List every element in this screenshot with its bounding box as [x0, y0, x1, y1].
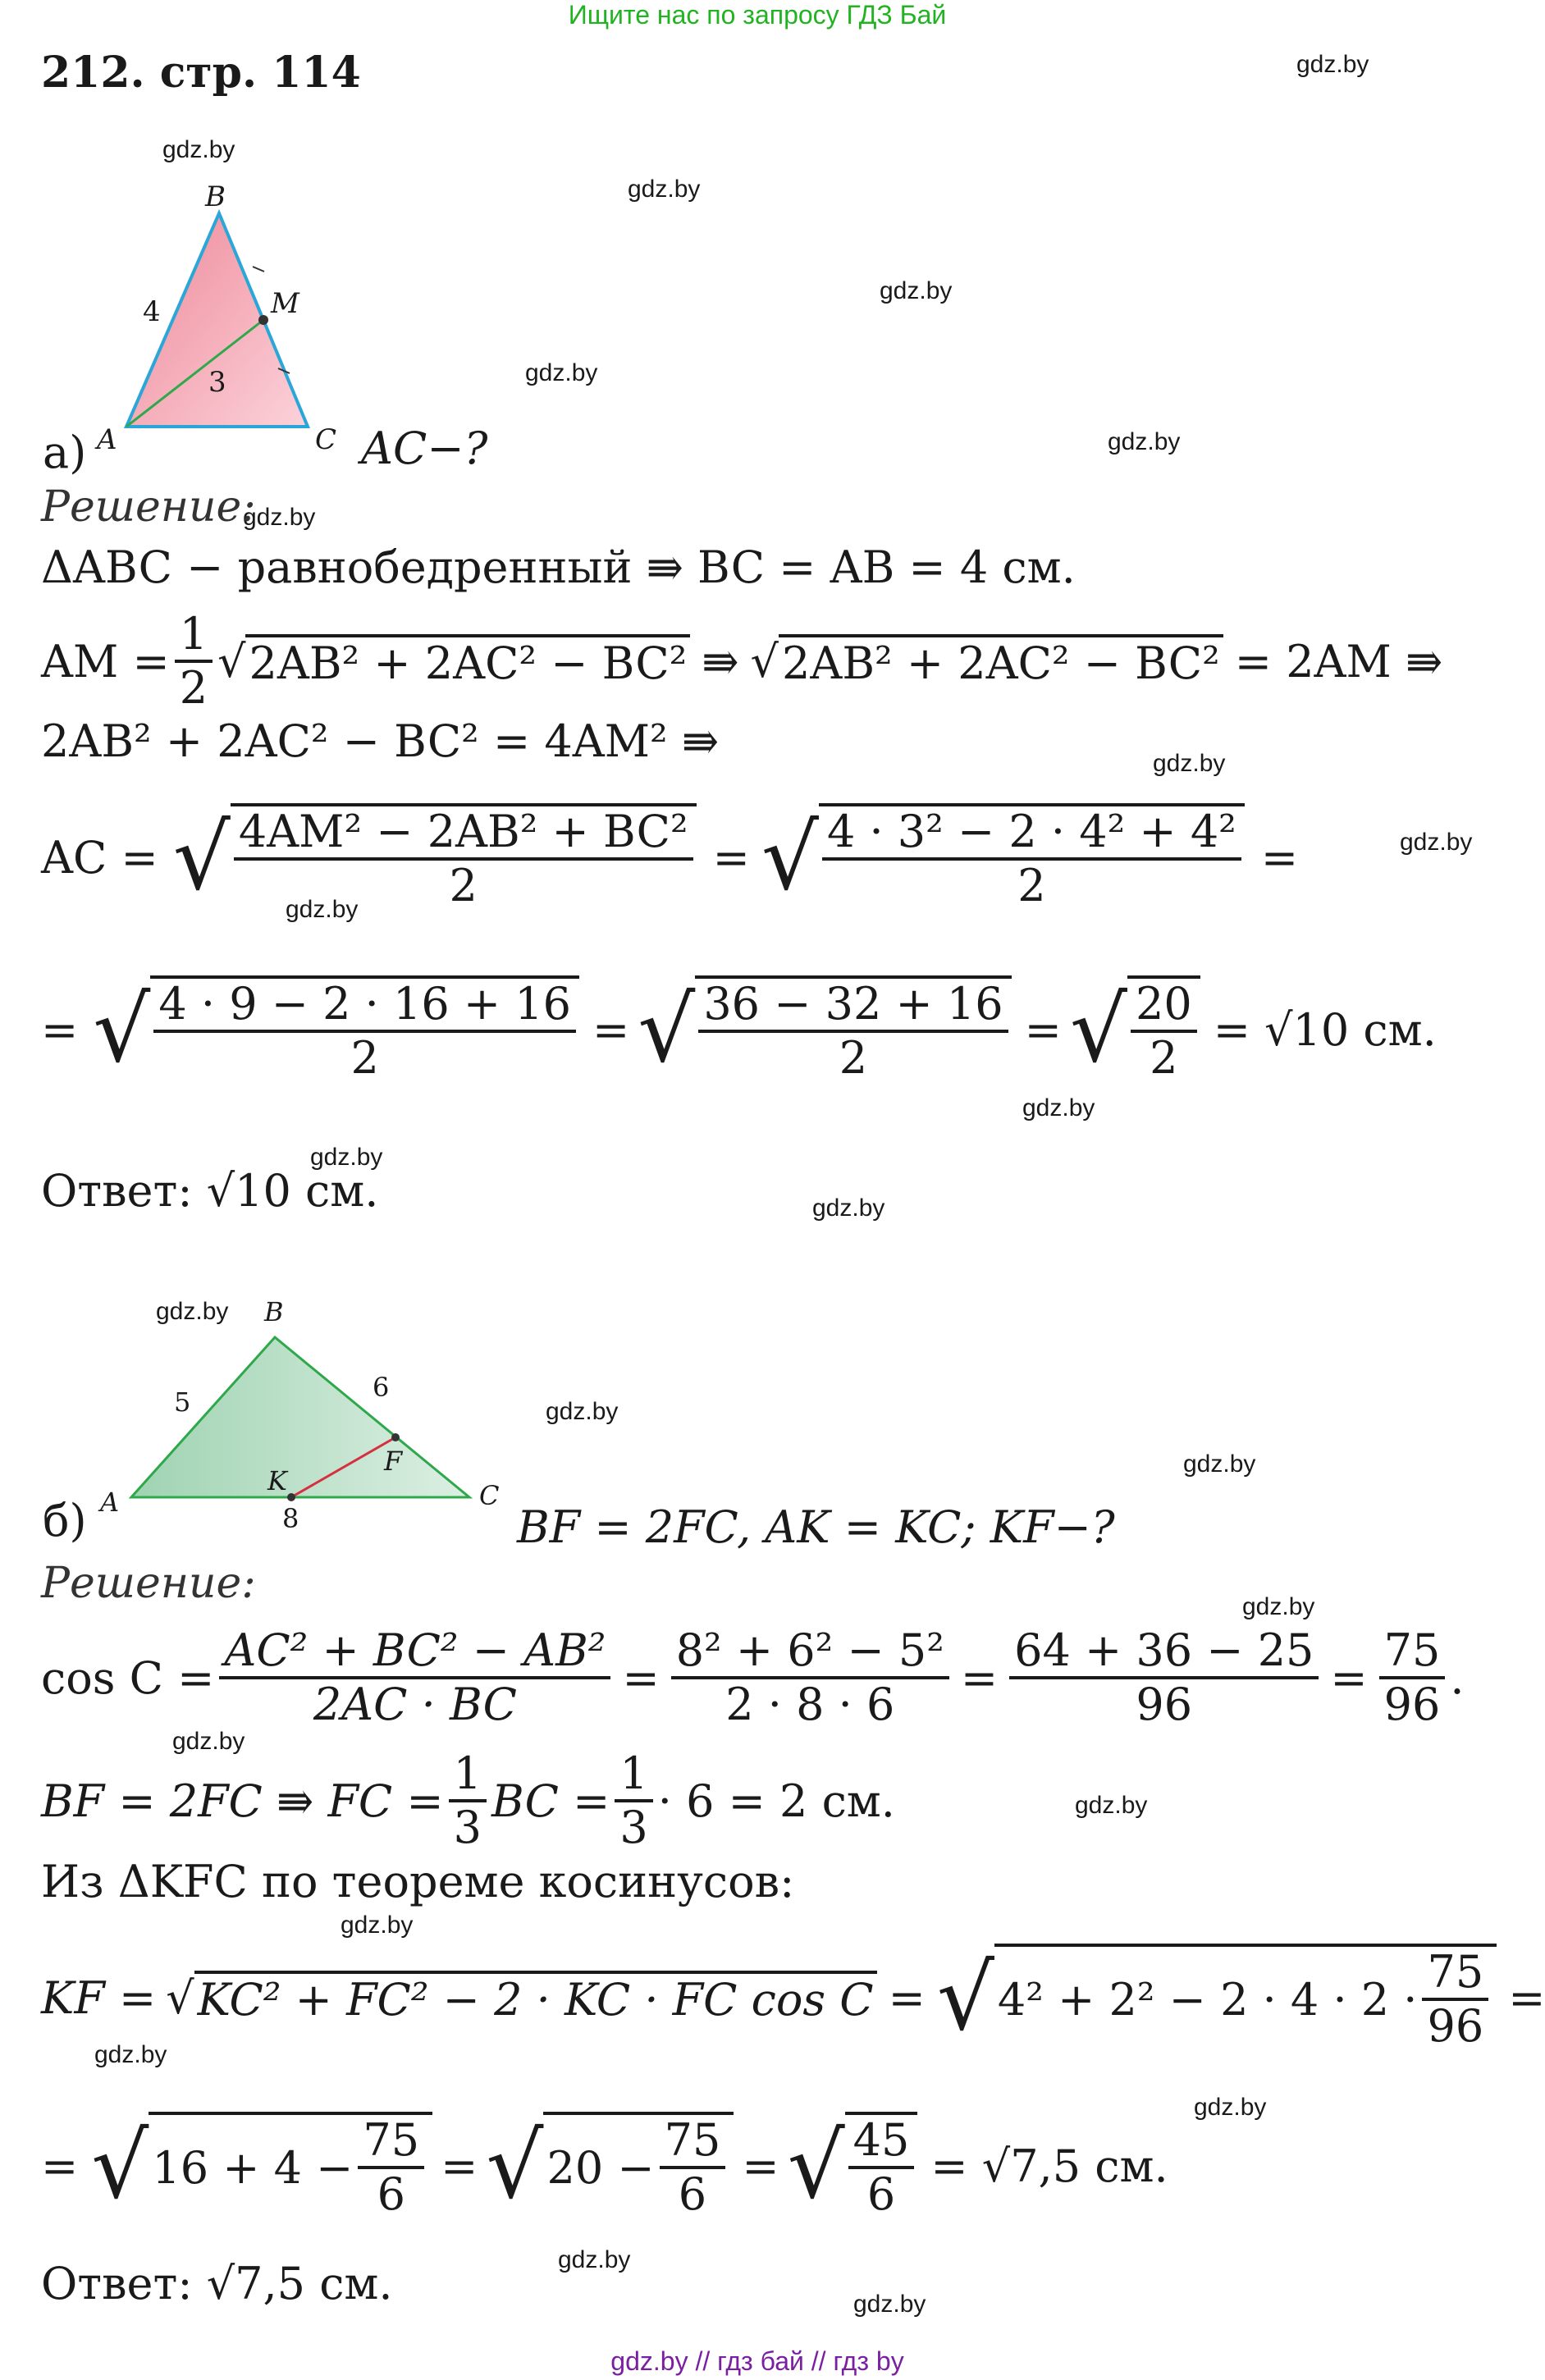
l2-end: = √7,5 см. [930, 2140, 1168, 2192]
numerator: 8² + 6² − 5² [671, 1625, 949, 1679]
label-c: C [479, 1480, 500, 1511]
fraction [660, 2115, 726, 2220]
sqrt-sign: √ [91, 2113, 149, 2218]
radicand: KC² + FC² − 2 · KC · FC cos C [194, 1971, 877, 2026]
sqrt-sign: √ [166, 1971, 194, 2024]
sqrt-sign: √ [217, 635, 246, 688]
watermark: gdz.by [880, 277, 953, 304]
sqrt-sign: √ [936, 1945, 994, 2050]
label-b: B [264, 1296, 284, 1327]
denominator: 2AC · BC [313, 1679, 517, 1730]
fraction [845, 2112, 918, 2220]
denominator: 2 [449, 860, 478, 911]
watermark: gdz.by [286, 896, 359, 923]
fraction [615, 1748, 652, 1853]
median-length: 3 [208, 366, 226, 399]
watermark: gdz.by [525, 359, 598, 386]
watermark: gdz.by [1153, 750, 1226, 777]
line5-end: = √10 см. [1213, 1003, 1437, 1056]
kf-root2: 4² + 2² − 2 · 4 · 2 · [997, 1973, 1418, 2026]
problem-title: 212. стр. 114 [41, 48, 361, 98]
label-m: M [271, 287, 299, 320]
watermark: gdz.by [1022, 1094, 1095, 1121]
fraction [1379, 1625, 1446, 1730]
side-ac-length: 8 [282, 1503, 299, 1534]
label-a: A [97, 423, 117, 456]
solution-label-a: Решение: [41, 482, 256, 532]
sqrt-sign: √ [486, 2113, 544, 2218]
label-b: B [205, 180, 226, 213]
watermark: gdz.by [341, 1912, 414, 1939]
point-k [287, 1493, 295, 1501]
side-bc-length: 6 [373, 1372, 390, 1403]
equals: = [441, 2140, 478, 2192]
watermark: gdz.by [546, 1398, 619, 1425]
radicand: 2AB² + 2AC² − BC² [779, 634, 1223, 689]
part-b-question: BF = 2FC, AK = KC; KF−? [517, 1501, 1115, 1553]
fraction [1009, 1625, 1319, 1730]
figure-triangle-abc [90, 176, 353, 455]
sqrt-sign: √ [638, 977, 696, 1082]
watermark: gdz.by [1296, 51, 1369, 78]
sqrt-sign: √ [172, 805, 231, 910]
side-ab-length: 4 [143, 295, 161, 328]
fraction [819, 803, 1245, 911]
label-k: K [267, 1465, 287, 1496]
period: . [1450, 1651, 1465, 1704]
solution-a-line1: ΔABC − равнобедренный ⇛ BC = AB = 4 см. [41, 541, 1076, 593]
denominator: 96 [1427, 2000, 1484, 2052]
bf-lhs: BF = 2FC ⇛ FC = [41, 1775, 444, 1827]
equals: = [622, 1651, 660, 1704]
watermark: gdz.by [558, 2246, 631, 2273]
label-f: F [384, 1446, 403, 1477]
fraction [1422, 1947, 1488, 2052]
sqrt-sign: √ [750, 635, 779, 688]
numerator: 1 [175, 609, 213, 663]
equals: = [742, 2140, 779, 2192]
numerator: 64 + 36 − 25 [1009, 1625, 1319, 1679]
point-f [391, 1433, 400, 1441]
footer-links[interactable]: gdz.by // гдз бай // гдз by [610, 2346, 904, 2376]
radicand [994, 1944, 1497, 2052]
denominator: 2 [1150, 1032, 1178, 1084]
solution-label-b: Решение: [41, 1559, 256, 1608]
answer-b: Ответ: √7,5 см. [41, 2258, 393, 2309]
cos-lhs: cos C = [41, 1651, 215, 1704]
watermark: gdz.by [628, 176, 701, 203]
sqrt-sign: √ [761, 805, 819, 910]
sqrt-sign: √ [787, 2113, 845, 2218]
numerator: 75 [1422, 1947, 1488, 2001]
equals: = [1260, 831, 1299, 884]
fraction [219, 1625, 610, 1730]
watermark: gdz.by [1194, 2094, 1267, 2121]
fraction [695, 975, 1011, 1084]
denominator: 96 [1383, 1679, 1441, 1730]
watermark: gdz.by [1183, 1450, 1256, 1478]
label-a: A [100, 1487, 120, 1518]
line4-lhs: AC = [41, 831, 158, 884]
numerator: 36 − 32 + 16 [698, 979, 1008, 1033]
equals: = [960, 1651, 999, 1704]
denominator: 2 · 8 · 6 [725, 1679, 895, 1730]
watermark: gdz.by [156, 1298, 229, 1325]
radicand [543, 2112, 734, 2220]
solution-a-line5 [41, 952, 1437, 1108]
top-banner[interactable]: Ищите нас по запросу ГДЗ Бай [568, 0, 947, 30]
equals: = [1024, 1003, 1062, 1056]
point-m [258, 315, 268, 325]
fraction [358, 2115, 424, 2220]
label-c: C [315, 423, 337, 456]
l2-root1: 16 + 4 − [152, 2141, 354, 2194]
watermark: gdz.by [94, 2041, 167, 2068]
numerator: 75 [660, 2115, 726, 2169]
numerator: 1 [615, 1748, 652, 1802]
numerator: 20 [1131, 979, 1197, 1033]
answer-a: Ответ: √10 см. [41, 1165, 379, 1217]
fraction [671, 1625, 949, 1730]
solution-b-kf [41, 1928, 1545, 2067]
equals: = [888, 1971, 926, 2024]
fraction [231, 803, 697, 911]
solution-b-kfc-text: Из ΔKFC по теореме косинусов: [41, 1856, 795, 1907]
denominator: 3 [619, 1802, 648, 1853]
denominator: 2 [179, 662, 208, 714]
line2-rhs: = 2AM ⇛ [1234, 635, 1443, 688]
denominator: 3 [453, 1802, 482, 1853]
solution-b-cos [41, 1616, 1465, 1739]
solution-a-line3: 2AB² + 2AC² − BC² = 4AM² ⇛ [41, 715, 720, 767]
denominator: 6 [377, 2168, 405, 2220]
fraction [1127, 975, 1200, 1084]
numerator: 4 · 9 − 2 · 16 + 16 [153, 979, 576, 1033]
solution-b-line2 [41, 2092, 1168, 2240]
l2-root2: 20 − [546, 2141, 655, 2194]
numerator: 75 [358, 2115, 424, 2169]
numerator: 1 [449, 1748, 487, 1802]
numerator: 4 · 3² − 2 · 4² + 4² [822, 806, 1241, 861]
watermark: gdz.by [1400, 829, 1473, 856]
numerator: 45 [848, 2115, 915, 2169]
fraction [175, 609, 213, 714]
part-a-question: AC−? [361, 423, 488, 474]
fraction [449, 1748, 487, 1853]
part-a-label: а) [43, 427, 87, 478]
radicand: 2AB² + 2AC² − BC² [245, 634, 690, 689]
bf-mid: BC = [491, 1775, 610, 1827]
watermark: gdz.by [1108, 428, 1181, 455]
implies: ⇛ [702, 635, 739, 688]
watermark: gdz.by [1242, 1593, 1315, 1620]
denominator: 96 [1136, 1679, 1193, 1730]
denominator: 6 [678, 2168, 707, 2220]
kf-lhs: KF = [41, 1971, 157, 2024]
denominator: 2 [839, 1032, 868, 1084]
side-ab-length: 5 [174, 1386, 191, 1418]
denominator: 6 [866, 2168, 896, 2220]
watermark: gdz.by [243, 504, 316, 531]
watermark: gdz.by [172, 1728, 245, 1755]
watermark: gdz.by [812, 1195, 885, 1222]
tick-mark [253, 267, 264, 272]
equals: = [41, 2140, 79, 2192]
fraction [150, 975, 579, 1084]
equals: = [41, 1003, 79, 1056]
numerator: 4AM² − 2AB² + BC² [234, 806, 693, 861]
equals: = [1330, 1651, 1368, 1704]
solution-a-line4 [41, 779, 1298, 935]
radicand [149, 2112, 432, 2220]
line2-lhs: AM = [41, 635, 170, 688]
equals: = [1508, 1971, 1545, 2024]
sqrt-sign: √ [93, 977, 151, 1082]
denominator: 2 [1017, 860, 1046, 911]
watermark: gdz.by [853, 2291, 926, 2318]
watermark: gdz.by [162, 136, 235, 163]
part-b-label: б) [43, 1495, 87, 1546]
sqrt-sign: √ [1069, 977, 1127, 1082]
numerator: 75 [1379, 1625, 1446, 1679]
solution-a-line2 [41, 604, 1442, 719]
equals: = [712, 831, 750, 884]
numerator: AC² + BC² − AB² [219, 1625, 610, 1679]
bf-end: · 6 = 2 см. [657, 1775, 895, 1827]
denominator: 2 [350, 1032, 379, 1084]
watermark: gdz.by [1075, 1792, 1148, 1819]
solution-b-fc [41, 1739, 895, 1862]
equals: = [592, 1003, 630, 1056]
watermark: gdz.by [310, 1144, 383, 1171]
